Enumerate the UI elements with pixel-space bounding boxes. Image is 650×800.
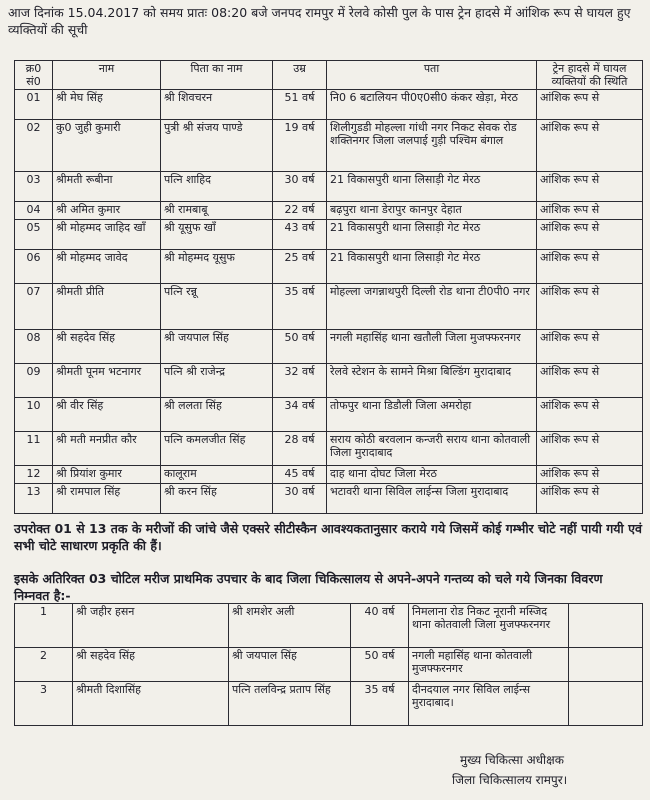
cell-address: सराय कोठी बरवलान कन्जरी सराय थाना कोतवाली जिला मुरादाबाद — [327, 432, 537, 466]
cell-serial: 06 — [15, 250, 53, 284]
table-header-row — [15, 61, 643, 90]
cell-name: श्री वीर सिंह — [53, 398, 161, 432]
table-row — [15, 220, 643, 250]
cell-father-name: श्री करन सिंह — [161, 484, 273, 514]
cell-father-name: श्री यूसुफ खाँ — [161, 220, 273, 250]
cell-name: श्री मोहम्मद जाहिद खाँ — [53, 220, 161, 250]
cell-serial: 07 — [15, 284, 53, 330]
cell-address: शिलीगुडडी मोहल्ला गांधी नगर निकट सेवक रोड शक्तिनगर जिला जलपाई गुड़ी पश्चिम बंगाल — [327, 120, 537, 172]
cell-name: श्री जहीर हसन — [73, 604, 229, 648]
table-row — [15, 120, 643, 172]
cell-father-name: श्री ललता सिंह — [161, 398, 273, 432]
cell-status: आंशिक रूप से — [537, 364, 643, 398]
cell-age: 34 वर्ष — [273, 398, 327, 432]
cell-father-name: पत्नि कमलजीत सिंह — [161, 432, 273, 466]
cell-address: बढ़पुरा थाना डेरापुर कानपुर देहात — [327, 202, 537, 220]
cell-age: 30 वर्ष — [273, 172, 327, 202]
table-row — [15, 648, 643, 682]
cell-name: श्री रामपाल सिंह — [53, 484, 161, 514]
cell-serial: 10 — [15, 398, 53, 432]
cell-address: दीनदयाल नगर सिविल लाईन्स मुरादाबाद। — [409, 682, 569, 726]
additional-patients-note: इसके अतिरिक्त 03 चोटिल मरीज प्राथमिक उपचार के बाद जिला चिकित्सालय से अपने-अपने गन्तव्य को चले गये जिनका विवरण निम्नवत है:- — [14, 571, 603, 603]
cell-father-name: पुत्री श्री संजय पाण्डे — [161, 120, 273, 172]
cell-status: आंशिक रूप से — [537, 250, 643, 284]
cell-status: आंशिक रूप से — [537, 202, 643, 220]
header-serial: क्र0 सं0 — [15, 61, 53, 90]
cell-father-name: श्री जयपाल सिंह — [229, 648, 351, 682]
cell-father-name: श्री शिवचरन — [161, 90, 273, 120]
cell-age: 28 वर्ष — [273, 432, 327, 466]
cell-address: 21 विकासपुरी थाना लिसाड़ी गेट मेरठ — [327, 172, 537, 202]
cell-status: आंशिक रूप से — [537, 432, 643, 466]
cell-status: आंशिक रूप से — [537, 120, 643, 172]
cell-age: 40 वर्ष — [351, 604, 409, 648]
injured-list-table — [14, 60, 643, 514]
cell-serial: 03 — [15, 172, 53, 202]
table-row — [15, 604, 643, 648]
cell-serial: 2 — [15, 648, 73, 682]
cell-status — [569, 604, 643, 648]
header-address: पता — [327, 61, 537, 90]
cell-serial: 01 — [15, 90, 53, 120]
cell-age: 32 वर्ष — [273, 364, 327, 398]
cell-name: कु0 जुही कुमारी — [53, 120, 161, 172]
cell-father-name: पत्नि शाहिद — [161, 172, 273, 202]
cell-age: 22 वर्ष — [273, 202, 327, 220]
cell-status — [569, 682, 643, 726]
cell-serial: 11 — [15, 432, 53, 466]
cell-address: भटावरी थाना सिविल लाईन्स जिला मुरादाबाद — [327, 484, 537, 514]
cell-name: श्री अमित कुमार — [53, 202, 161, 220]
table-row — [15, 250, 643, 284]
cell-name: श्री सहदेव सिंह — [53, 330, 161, 364]
cell-name: श्री प्रियांश कुमार — [53, 466, 161, 484]
table-row — [15, 284, 643, 330]
cell-age: 45 वर्ष — [273, 466, 327, 484]
cell-name: श्री मती मनप्रीत कौर — [53, 432, 161, 466]
signature-office: जिला चिकित्सालय रामपुर। — [452, 773, 568, 787]
cell-serial: 08 — [15, 330, 53, 364]
cell-status: आंशिक रूप से — [537, 172, 643, 202]
cell-age: 35 वर्ष — [273, 284, 327, 330]
cell-address: नगली महासिंह थाना कोतवाली मुजफ्फरनगर — [409, 648, 569, 682]
cell-address: नि0 6 बटालियन पी0ए0सी0 कंकर खेड़ा, मेरठ — [327, 90, 537, 120]
cell-serial: 09 — [15, 364, 53, 398]
document-heading: आज दिनांक 15.04.2017 को समय प्रातः 08:20 बजे जनपद रामपुर में रेलवे कोसी पुल के पास ट्रेन हादसे में आंशिक रूप से घायल हुए व्यक्तियों की सूची — [8, 5, 631, 37]
header-age: उम्र — [273, 61, 327, 90]
cell-age: 30 वर्ष — [273, 484, 327, 514]
cell-father-name: श्री शमशेर अली — [229, 604, 351, 648]
header-father-name: पिता का नाम — [161, 61, 273, 90]
cell-age: 50 वर्ष — [273, 330, 327, 364]
cell-name: श्रीमती प्रीति — [53, 284, 161, 330]
table-row — [15, 682, 643, 726]
cell-status: आंशिक रूप से — [537, 484, 643, 514]
cell-status: आंशिक रूप से — [537, 466, 643, 484]
cell-serial: 04 — [15, 202, 53, 220]
cell-address: रेलवे स्टेशन के सामने मिश्रा बिल्डिंग मुरादाबाद — [327, 364, 537, 398]
table-row — [15, 398, 643, 432]
cell-serial: 3 — [15, 682, 73, 726]
cell-father-name: पत्नि तलविन्द्र प्रताप सिंह — [229, 682, 351, 726]
cell-name: श्रीमती दिशासिंह — [73, 682, 229, 726]
cell-address: नगली महासिंह थाना खतौली जिला मुजफ्फरनगर — [327, 330, 537, 364]
cell-father-name: पत्नि श्री राजेन्द्र — [161, 364, 273, 398]
table-row — [15, 432, 643, 466]
cell-serial: 13 — [15, 484, 53, 514]
cell-name: श्रीमती पूनम भटनागर — [53, 364, 161, 398]
additional-patients-table — [14, 603, 643, 726]
cell-serial: 02 — [15, 120, 53, 172]
cell-name: श्री सहदेव सिंह — [73, 648, 229, 682]
cell-status: आंशिक रूप से — [537, 90, 643, 120]
header-name: नाम — [53, 61, 161, 90]
cell-serial: 1 — [15, 604, 73, 648]
signature-designation: मुख्य चिकित्सा अधीक्षक — [460, 753, 564, 767]
cell-age: 51 वर्ष — [273, 90, 327, 120]
cell-status: आंशिक रूप से — [537, 330, 643, 364]
cell-serial: 12 — [15, 466, 53, 484]
cell-address: मोहल्ला जगन्नाथपुरी दिल्ली रोड थाना टी0पी0 नगर — [327, 284, 537, 330]
cell-father-name: पत्नि रन्नू — [161, 284, 273, 330]
cell-status: आंशिक रूप से — [537, 398, 643, 432]
cell-address: दाह थाना दोघट जिला मेरठ — [327, 466, 537, 484]
table-row — [15, 202, 643, 220]
cell-address: 21 विकासपुरी थाना लिसाड़ी गेट मेरठ — [327, 220, 537, 250]
cell-status: आंशिक रूप से — [537, 220, 643, 250]
table-row — [15, 484, 643, 514]
cell-name: श्री मोहम्मद जावेद — [53, 250, 161, 284]
tests-note: उपरोक्त 01 से 13 तक के मरीजों की जांचे जैसे एक्सरे सीटीस्कैन आवश्यकतानुसार कराये गये जिसमें कोई गम्भीर चोटे नहीं पायी गयी एवं सभी चोटे साधारण प्रकृति की हैं। — [14, 521, 642, 553]
cell-father-name: श्री मोहम्मद यूसुफ — [161, 250, 273, 284]
table-row — [15, 364, 643, 398]
table-row — [15, 172, 643, 202]
cell-status: आंशिक रूप से — [537, 284, 643, 330]
cell-serial: 05 — [15, 220, 53, 250]
cell-father-name: श्री जयपाल सिंह — [161, 330, 273, 364]
cell-status — [569, 648, 643, 682]
cell-name: श्रीमती रूबीना — [53, 172, 161, 202]
table-row — [15, 466, 643, 484]
cell-name: श्री मेघ सिंह — [53, 90, 161, 120]
table-row — [15, 330, 643, 364]
cell-address: तोफपुर थाना डिडौली जिला अमरोहा — [327, 398, 537, 432]
cell-age: 50 वर्ष — [351, 648, 409, 682]
cell-father-name: कालूराम — [161, 466, 273, 484]
cell-address: निमलाना रोड निकट नूरानी मस्जिद थाना कोतवाली जिला मुजफ्फरनगर — [409, 604, 569, 648]
cell-father-name: श्री रामबाबू — [161, 202, 273, 220]
cell-address: 21 विकासपुरी थाना लिसाड़ी गेट मेरठ — [327, 250, 537, 284]
cell-age: 25 वर्ष — [273, 250, 327, 284]
table-row — [15, 90, 643, 120]
cell-age: 43 वर्ष — [273, 220, 327, 250]
cell-age: 19 वर्ष — [273, 120, 327, 172]
header-status: ट्रेन हादसे में घायल व्यक्तियों की स्थिति — [537, 61, 643, 90]
cell-age: 35 वर्ष — [351, 682, 409, 726]
